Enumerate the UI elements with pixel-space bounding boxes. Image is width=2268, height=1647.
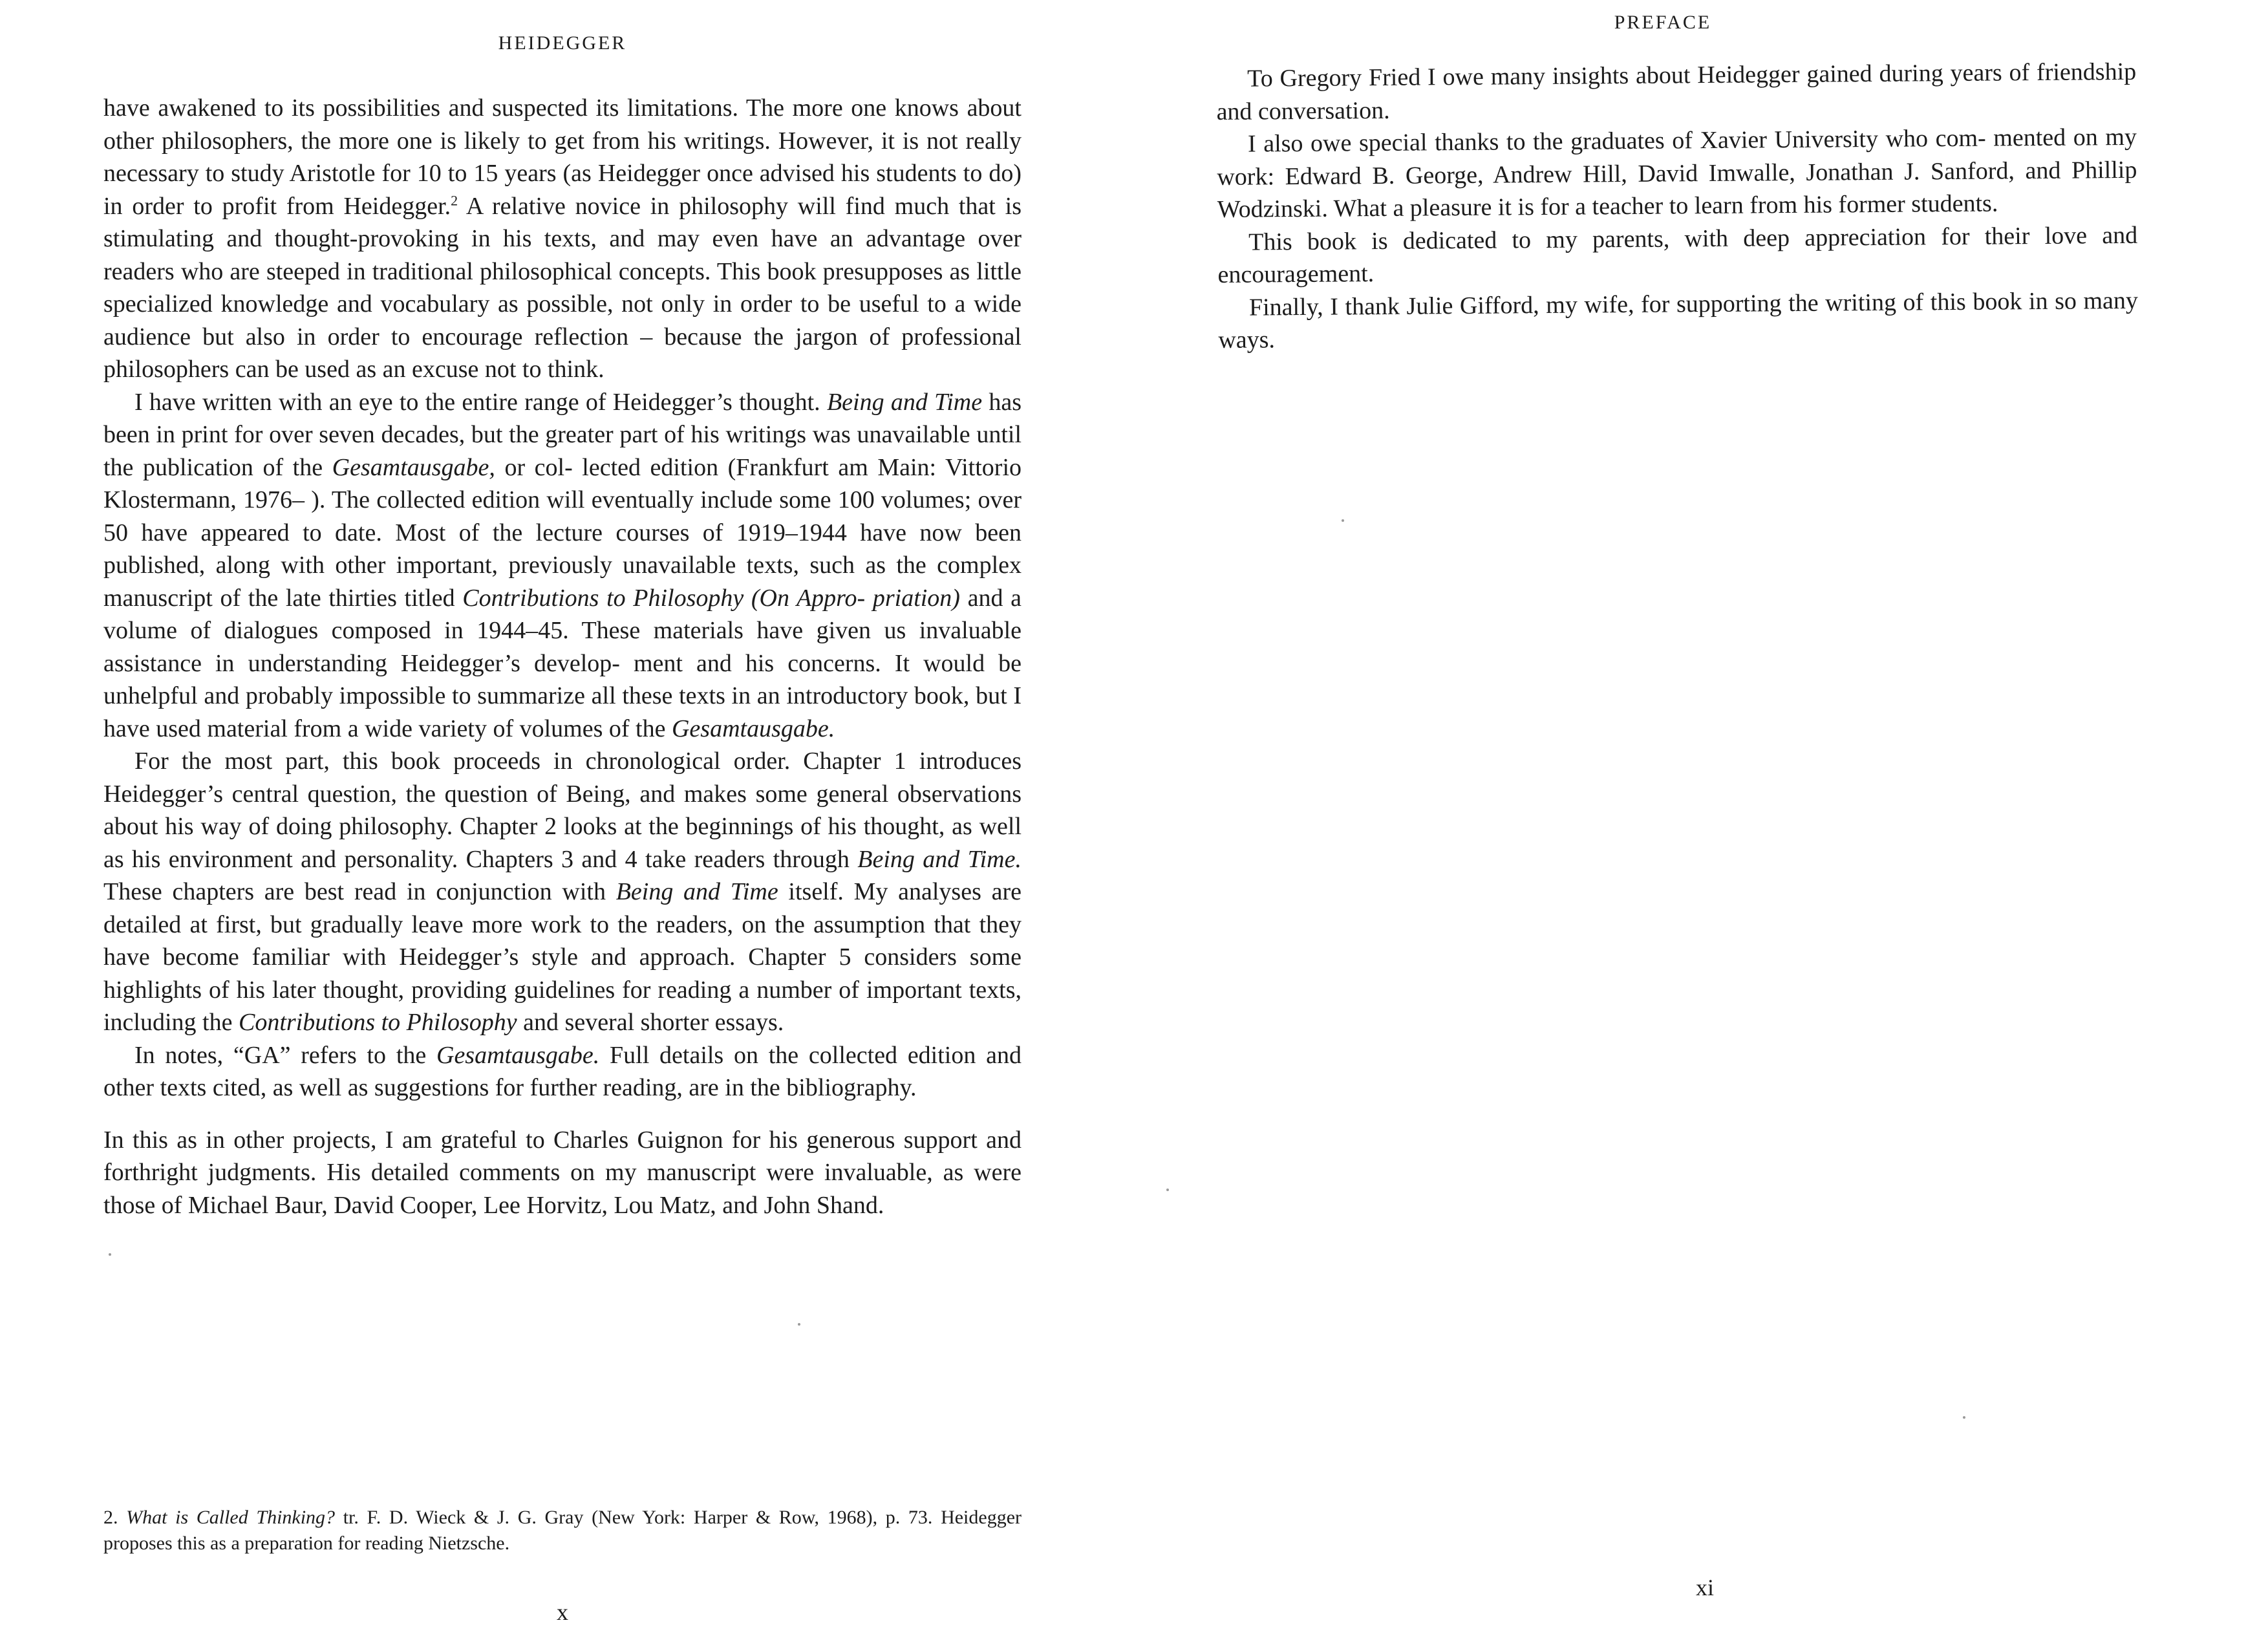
page-number: x: [557, 1599, 568, 1625]
paragraph: In notes, “GA” refers to the Gesamtausgabe. Full details on the collected edition and other texts cited, as well as suggestions for further reading, are in the bibliography.: [103, 1041, 1022, 1101]
paragraph: This book is dedicated to my parents, with deep appreciation for their love and encouragement.: [1217, 221, 2138, 288]
running-head: PREFACE: [1614, 12, 1712, 33]
paragraph: I have written with an eye to the entire range of Heidegger’s thought. Being and Time has been in print for over seven decades, but the greater part of his writings was unavailable until the publication of the Gesamtausgabe, or col- lected edition (Frankfurt am Main: Vittorio Klostermann, 1976– ). The collected edition will eventually include some 100 volumes; over 50 have appeared to date. Most of the lecture courses of 1919–1944 have now been published, along with other important, previously unavailable texts, such as the complex manuscript of the late thirties titled Contributions to Philosophy (On Appro- priation) and a volume of dialogues composed in 1944–45. These materials have given us invaluable assistance in understanding Heidegger’s develop- ment and his concerns. It would be unhelpful and probably impossible to summarize all these texts in an introductory book, but I have used material from a wide variety of volumes of the Gesamtausgabe.: [103, 388, 1022, 742]
scan-speck: [798, 1323, 800, 1326]
italic-title: Being and Time: [826, 388, 983, 416]
paragraph: I also owe special thanks to the graduates of Xavier University who com- mented on my work: Edward B. George, Andrew Hill, David Imwalle, Jonathan J. Sanford, and Phillip Wodzinski. What a pleasure it is for a teacher to learn from his former students.: [1217, 123, 2137, 223]
italic-title: Gesamtausgabe.: [671, 715, 835, 742]
paragraph: have awakened to its possibilities and suspected its limitations. The more one knows about other philosophers, the more one is likely to get from his writings. However, it is not really necessary to study Aristotle for 10 to 15 years (as Heidegger once advised his students to do) in order to profit from Heidegger.$^2$ A relative novice in philosophy will find much that is stimulating and thought-provoking in his texts, and may even have an advantage over readers who are steeped in traditional philosophical concepts. This book presupposes as little specialized knowledge and vocabulary as possible, not only in order to be useful to a wide audience but also in order to encourage reflection – because the jargon of professional philosophers can be used as an excuse not to think.: [103, 94, 1022, 383]
italic-title: Being and Time.: [857, 845, 1022, 873]
italic-title: Contributions to Philosophy: [238, 1009, 517, 1036]
footnote: [103, 1505, 1022, 1556]
footnote-title: What is Called Thinking?: [126, 1507, 336, 1528]
italic-title: Contributions to Philosophy (On Appro- priation): [462, 584, 960, 612]
scan-speck: [1342, 519, 1344, 522]
italic-title: Being and Time: [615, 878, 778, 905]
body-text: [103, 92, 1022, 1222]
scan-speck: [1166, 1189, 1169, 1191]
running-head: HEIDEGGER: [498, 32, 627, 54]
body-text: [1216, 56, 2139, 357]
scan-speck: [109, 1253, 111, 1256]
footnote-reference: 2: [451, 191, 458, 208]
page-number: xi: [1695, 1575, 1714, 1600]
paragraph: For the most part, this book proceeds in chronological order. Chapter 1 introduces Heidegger’s central question, the question of Being, and makes some general observations about his way of doing philosophy. Chapter 2 looks at the beginnings of his thought, as well as his environment and personality. Chapters 3 and 4 take readers through Being and Time. These chapters are best read in conjunction with Being and Time itself. My analyses are detailed at first, but gradually leave more work to the readers, on the assumption that they have become familiar with Heidegger’s style and approach. Chapter 5 considers some highlights of his later thought, providing guidelines for reading a number of important texts, including the Contributions to Philosophy and several shorter essays.: [103, 748, 1022, 1036]
italic-title: Gesamtausgabe,: [332, 453, 495, 481]
paragraph: To Gregory Fried I owe many insights about Heidegger gained during years of friendship and conversation.: [1216, 58, 2137, 125]
footnote-number: 2.: [103, 1507, 118, 1528]
paragraph: Finally, I thank Julie Gifford, my wife, for supporting the writing of this book in so many ways.: [1218, 286, 2139, 354]
right-page: [1134, 0, 2268, 1647]
scan-speck: [1963, 1416, 1965, 1419]
paragraph: In this as in other projects, I am grateful to Charles Guignon for his generous support and forthright judgments. His detailed comments on my manuscript were invaluable, as were those of Michael Baur, David Cooper, Lee Horvitz, Lou Matz, and John Shand.: [103, 1126, 1022, 1219]
italic-title: Gesamtausgabe.: [436, 1041, 600, 1069]
footnote-text: tr. F. D. Wieck & J. G. Gray (New York: Harper & Row, 1968), p. 73. Heidegger proposes this as a preparation for reading Nietzsche.: [103, 1507, 1022, 1554]
